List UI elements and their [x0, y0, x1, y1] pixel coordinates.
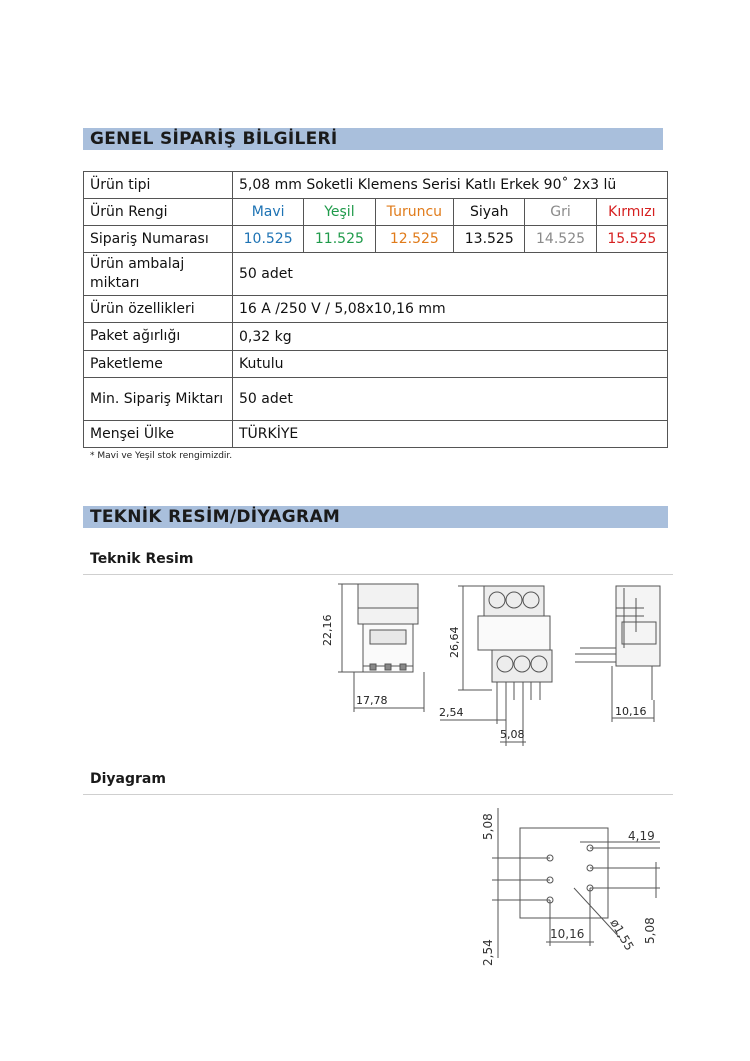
table-row	[84, 351, 668, 378]
color-name: Yeşil	[304, 199, 375, 226]
row-value: 50 adet	[233, 378, 668, 421]
dim-label: 2,54	[481, 939, 495, 966]
order-code: 11.525	[304, 226, 375, 253]
order-code: 14.525	[525, 226, 596, 253]
row-label: Paketleme	[84, 351, 233, 378]
dim-label: 17,78	[356, 694, 388, 707]
order-code: 13.525	[454, 226, 525, 253]
dim-label: 5,08	[481, 813, 495, 840]
dim-label: 5,08	[500, 728, 525, 741]
color-name: Kırmızı	[596, 199, 667, 226]
row-value: 5,08 mm Soketli Klemens Serisi Katlı Erkek 90˚ 2x3 lü	[233, 172, 668, 199]
divider	[83, 574, 673, 575]
dim-label: 4,19	[628, 829, 655, 843]
table-row	[84, 226, 668, 253]
divider	[83, 794, 673, 795]
row-value: TÜRKİYE	[233, 421, 668, 448]
row-value: Kutulu	[233, 351, 668, 378]
row-value: 50 adet	[233, 253, 668, 296]
table-row	[84, 199, 668, 226]
table-row	[84, 378, 668, 421]
color-name: Mavi	[233, 199, 304, 226]
dim-label: 5,08	[643, 917, 657, 944]
row-value: 0,32 kg	[233, 323, 668, 351]
row-label: Min. Sipariş Miktarı	[84, 378, 233, 421]
section-title: TEKNİK RESİM/DİYAGRAM	[90, 507, 341, 527]
row-label: Ürün Rengi	[84, 199, 233, 226]
section-header-teknik	[83, 506, 668, 528]
row-label: Ürün ambalaj miktarı	[84, 253, 233, 296]
row-label: Ürün tipi	[84, 172, 233, 199]
table-row	[84, 172, 668, 199]
row-label: Ürün özellikleri	[84, 296, 233, 323]
row-label: Menşei Ülke	[84, 421, 233, 448]
order-code: 12.525	[375, 226, 454, 253]
section-title: GENEL SİPARİŞ BİLGİLERİ	[90, 129, 338, 149]
technical-drawing	[300, 578, 670, 756]
section-header-siparis	[83, 128, 663, 150]
row-label: Paket ağırlığı	[84, 323, 233, 351]
table-row	[84, 296, 668, 323]
table-row	[84, 253, 668, 296]
dim-label: 22,16	[321, 614, 334, 646]
teknik-resim-heading: Teknik Resim	[90, 551, 194, 567]
dim-label: 26,64	[448, 626, 461, 658]
dim-label: ø1,55	[607, 916, 637, 953]
order-info-table	[83, 171, 668, 448]
order-code: 10.525	[233, 226, 304, 253]
order-code: 15.525	[596, 226, 667, 253]
pin-diagram	[470, 798, 670, 970]
dim-label: 2,54	[439, 706, 464, 719]
dim-label: 10,16	[550, 927, 585, 941]
color-name: Gri	[525, 199, 596, 226]
diyagram-heading: Diyagram	[90, 771, 166, 787]
color-name: Siyah	[454, 199, 525, 226]
row-value: 16 A /250 V / 5,08x10,16 mm	[233, 296, 668, 323]
color-name: Turuncu	[375, 199, 454, 226]
stock-note: * Mavi ve Yeşil stok rengimizdir.	[90, 451, 233, 461]
table-row	[84, 421, 668, 448]
dim-label: 10,16	[615, 705, 647, 718]
row-label: Sipariş Numarası	[84, 226, 233, 253]
table-row	[84, 323, 668, 351]
